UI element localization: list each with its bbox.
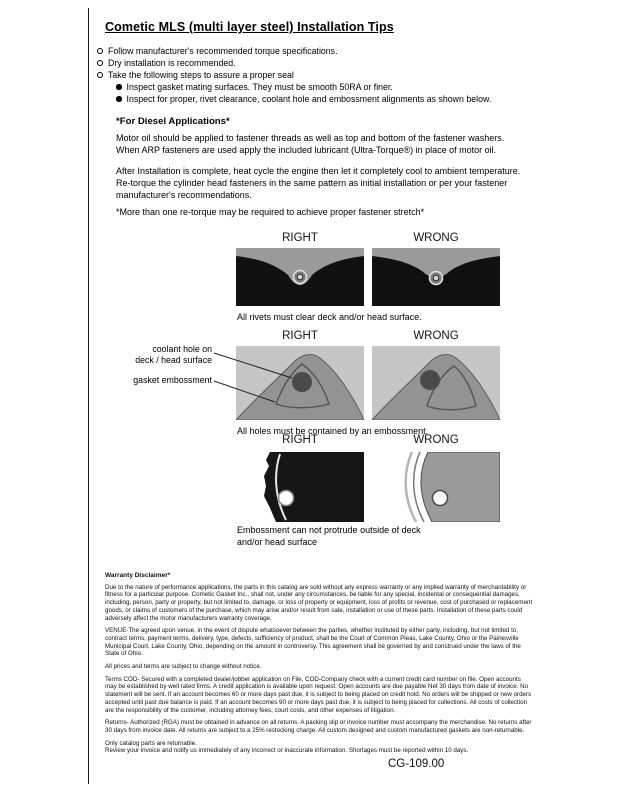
circle-bullet-icon [97, 48, 103, 54]
tip-text: Follow manufacturer's recommended torque specifications. [108, 46, 338, 56]
tip-text: Take the following steps to assure a proper seal [108, 70, 294, 80]
disclaimer-paragraph: All prices and terms are subject to change without notice. [105, 663, 262, 671]
figure1-right-image [236, 248, 364, 306]
coolant-hole-label: coolant hole on deck / head surface [135, 344, 212, 365]
figure2-caption: All holes must be contained by an embossment. [237, 426, 429, 436]
coolant-hole [420, 370, 440, 390]
tip-sub-item [97, 93, 537, 105]
tip-item [97, 69, 537, 81]
right-label-row3: RIGHT [282, 434, 318, 446]
tip-text: Inspect gasket mating surfaces. They must be smooth 50RA or finer. [126, 82, 393, 92]
circle-bullet-icon [97, 72, 103, 78]
disclaimer-heading: Warranty Disclaimer* [105, 572, 171, 579]
disclaimer-paragraph: Due to the nature of performance applications, the parts in this catalog are sold without any express warranty or any implied warranty of merchantability or fitness for a particular purpose. Cometic Gasket Inc., shall not, under any circumstances, be liable for any special, incidental or consequential damages, including, person, party or property, but not limited to, damage, or loss of property or equipment, loss of profits or revenue, cost of purchased or replacement goods, or claims of customers of the purchase, which may arise and/or result from sale, installation or use of these parts. Installation of these parts could adversely affect the motor manufacturers warranty coverage. [105, 583, 533, 622]
tip-text: Inspect for proper, rivet clearance, coolant hole and embossment alignments as shown below. [126, 94, 492, 104]
figure3-right-image [236, 452, 364, 522]
warranty-disclaimer [105, 572, 533, 760]
figure2-wrong-image [372, 346, 500, 420]
disclaimer-paragraph: Only catalog parts are returnable. [105, 739, 197, 747]
disclaimer-paragraph: Returns- Authorized (RGA) must be obtained in advance on all returns. A packing slip or invoice number must accompany the merchandise. No returns after 30 days from invoice date. All returns are subject to a 25% restocking charge. All custom designed and custom manufactured gaskets are non-returnable. [105, 719, 532, 734]
wrong-label-row3: WRONG [413, 434, 459, 446]
diesel-paragraph-1: Motor oil should be applied to fastener threads as well as top and bottom of the fastener washers. When ARP fasteners are used apply the included lubricant (Ultra-Torque®) in place of motor oil. [116, 133, 505, 155]
wrong-label-row2: WRONG [413, 330, 459, 342]
figure3-caption: Embossment can not protrude outside of deck and/or head surface [237, 525, 421, 547]
dot-bullet-icon [116, 84, 122, 90]
gasket-embossment-label: gasket embossment [133, 375, 212, 385]
figure1-wrong-image [372, 248, 500, 306]
disclaimer-paragraph: Terms COD- Secured with a completed dealer/jobber application on File, COD-Company check with a current credit card number on file. Open accounts may be established by well rated firms. A credit application is available upon request. Open accounts are due payable Net 30 days from date of invoice. No statement will be sent. If an account becomes 60 or more days past due, it is subject to being placed on credit hold. No orders will be shipped or new orders accepted until past due balance is paid. If an account becomes 90 or more days past due, it is subject to being placed for collections. All costs of collection are the responsibility of the customer, including attorney fees, court costs, and other expenses of litigation. [105, 675, 532, 714]
figure1-caption: All rivets must clear deck and/or head surface. [237, 312, 422, 322]
installation-tips-list [97, 45, 537, 105]
tip-item [97, 57, 537, 69]
right-label-row2: RIGHT [282, 330, 318, 342]
wrong-label-row1: WRONG [413, 232, 459, 244]
bolt-hole [279, 491, 294, 506]
figure3-wrong-image [372, 452, 500, 522]
tip-item [97, 45, 537, 57]
tip-text: Dry installation is recommended. [108, 58, 236, 68]
disclaimer-paragraph: VENUE-The agreed upon venue, in the event of dispute whatsoever between the parties, whether instituted by either party, including, but not limited to, contract terms, payment terms, delivery, type, defects, sufficiency of product, shall be the Court of Common Pleas, Lake County, Ohio or the Painesville Municipal Court, Lake County, Ohio, depending on the amount in controversy. This agreement shall be governed by and construed under the laws of the State of Ohio. [105, 627, 521, 658]
diesel-applications-heading: *For Diesel Applications* [116, 116, 230, 127]
dot-bullet-icon [116, 96, 122, 102]
right-label-row1: RIGHT [282, 232, 318, 244]
page-number: CG-109.00 [388, 758, 445, 770]
diesel-paragraph-2: After Installation is complete, heat cycle the engine then let it completely cool to ambient temperature. Re-torque the cylinder head fasteners in the same pattern as initial installation or per your fastener manufacturer's recommendations. [116, 166, 521, 200]
tip-sub-item [97, 81, 537, 93]
figures-section [0, 228, 618, 562]
bolt-hole [433, 491, 448, 506]
circle-bullet-icon [97, 60, 103, 66]
coolant-hole [292, 372, 312, 392]
retorque-note: *More than one re-torque may be required to achieve proper fastener stretch* [116, 207, 425, 217]
figure2-right-image [236, 346, 364, 420]
page-title: Cometic MLS (multi layer steel) Installation Tips [105, 20, 394, 34]
disclaimer-paragraph: Review your invoice and notify us immediately of any incorrect or inaccurate information. Shortages must be reported within 10 days. [105, 747, 469, 755]
